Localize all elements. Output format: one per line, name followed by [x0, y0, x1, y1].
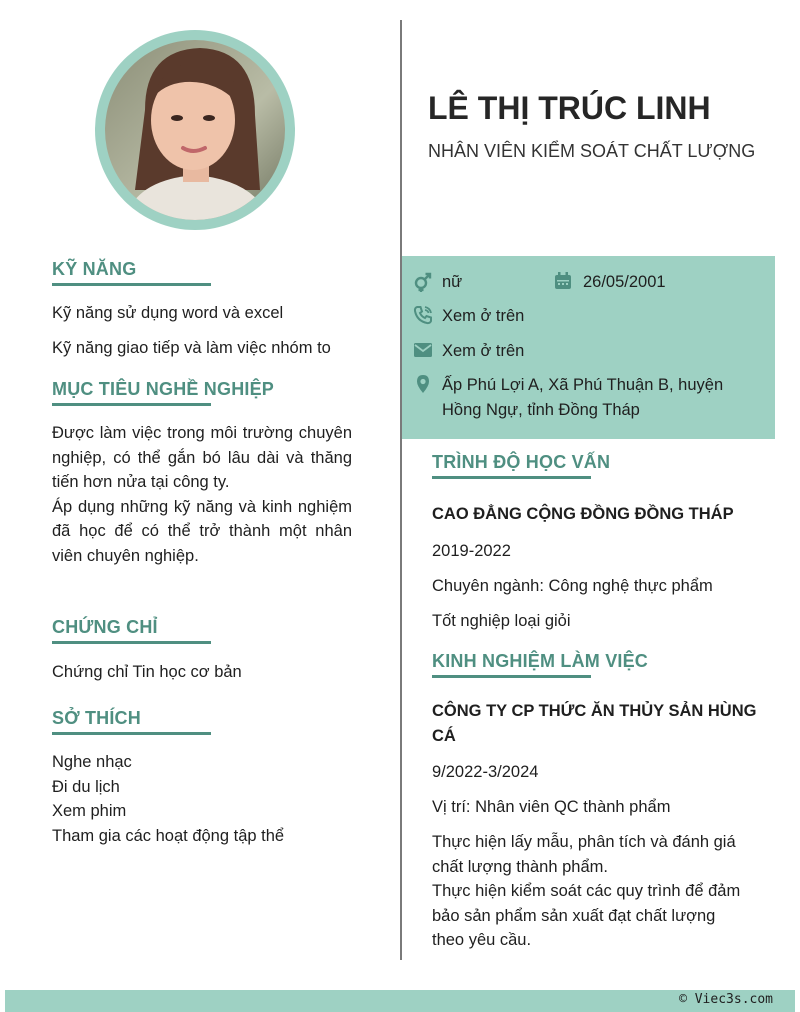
- experience-duties: [432, 830, 762, 953]
- experience-company: [432, 699, 762, 748]
- objective-paragraph: Áp dụng những kỹ năng và kinh nghiệm đã học để có thể trở thành một nhân viên chuyên nghiệp.: [52, 497, 352, 565]
- footer-credit: © Viec3s.com: [679, 992, 773, 1007]
- calendar-icon: [553, 271, 573, 291]
- address-value: [442, 373, 762, 422]
- certificates-rule: [52, 641, 211, 644]
- education-grade: Tốt nghiệp loại giỏi: [432, 612, 571, 630]
- hobbies-title: SỞ THÍCH: [52, 708, 141, 728]
- address-line: Ấp Phú Lợi A, Xã Phú Thuận B, huyện: [442, 376, 724, 394]
- skill-item: Kỹ năng giao tiếp và làm việc nhóm to: [52, 339, 331, 357]
- skills-rule: [52, 283, 211, 286]
- hobby-item: Tham gia các hoạt động tập thể: [52, 826, 285, 845]
- objective-title: MỤC TIÊU NGHỀ NGHIỆP: [52, 379, 275, 399]
- column-divider: [400, 20, 402, 960]
- hobby-item: Nghe nhạc: [52, 753, 132, 771]
- contact-panel: [402, 256, 775, 439]
- duty-line: theo yêu cầu.: [432, 931, 532, 949]
- certificates-title: CHỨNG CHỈ: [52, 617, 158, 637]
- gender-icon: [413, 272, 433, 292]
- duty-line: bảo sản phẩm sản xuất đạt chất lượng: [432, 906, 716, 925]
- company-line: CÔNG TY CP THỨC ĂN THỦY SẢN HÙNG: [432, 702, 757, 720]
- experience-title: KINH NGHIỆM LÀM VIỆC: [432, 651, 649, 671]
- duty-line: Thực hiện lấy mẫu, phân tích và đánh giá: [432, 833, 736, 851]
- email-icon: [413, 340, 433, 360]
- education-major: Chuyên ngành: Công nghệ thực phẩm: [432, 577, 713, 595]
- avatar-frame: [95, 30, 295, 230]
- skills-title: KỸ NĂNG: [52, 259, 137, 279]
- experience-rule: [432, 675, 591, 678]
- education-school: CAO ĐẲNG CỘNG ĐỒNG ĐỒNG THÁP: [432, 505, 734, 523]
- objective-rule: [52, 403, 211, 406]
- hobby-item: Xem phim: [52, 802, 127, 820]
- objective-paragraph: Được làm việc trong môi trường chuyên nghiệp, có thể gắn bó lâu dài và thăng tiến hơn nửa tại công ty.: [52, 424, 352, 491]
- phone-value: Xem ở trên: [442, 307, 525, 325]
- birthdate-value: 26/05/2001: [583, 273, 666, 291]
- objective-text: [52, 421, 352, 568]
- education-rule: [432, 476, 591, 479]
- candidate-name: LÊ THỊ TRÚC LINH: [428, 90, 711, 126]
- education-title: TRÌNH ĐỘ HỌC VẤN: [432, 452, 611, 472]
- duty-line: Thực hiện kiểm soát các quy trình để đảm: [432, 882, 741, 900]
- experience-position: Vị trí: Nhân viên QC thành phẩm: [432, 798, 671, 816]
- phone-icon: [413, 305, 433, 325]
- skill-item: Kỹ năng sử dụng word và excel: [52, 304, 284, 322]
- education-period: 2019-2022: [432, 542, 511, 560]
- candidate-role: NHÂN VIÊN KIỂM SOÁT CHẤT LƯỢNG: [428, 141, 756, 161]
- address-line: Hồng Ngự, tỉnh Đồng Tháp: [442, 400, 640, 419]
- hobbies-list: [52, 750, 352, 848]
- gender-value: nữ: [442, 273, 463, 291]
- certificate-item: Chứng chỉ Tin học cơ bản: [52, 663, 242, 681]
- email-value: Xem ở trên: [442, 342, 525, 360]
- experience-period: 9/2022-3/2024: [432, 763, 539, 781]
- duty-line: chất lượng thành phẩm.: [432, 857, 608, 876]
- hobbies-rule: [52, 732, 211, 735]
- location-icon: [413, 374, 433, 394]
- footer-bar: [5, 990, 795, 1012]
- avatar: [105, 40, 285, 220]
- company-line: CÁ: [432, 726, 456, 745]
- hobby-item: Đi du lịch: [52, 777, 120, 796]
